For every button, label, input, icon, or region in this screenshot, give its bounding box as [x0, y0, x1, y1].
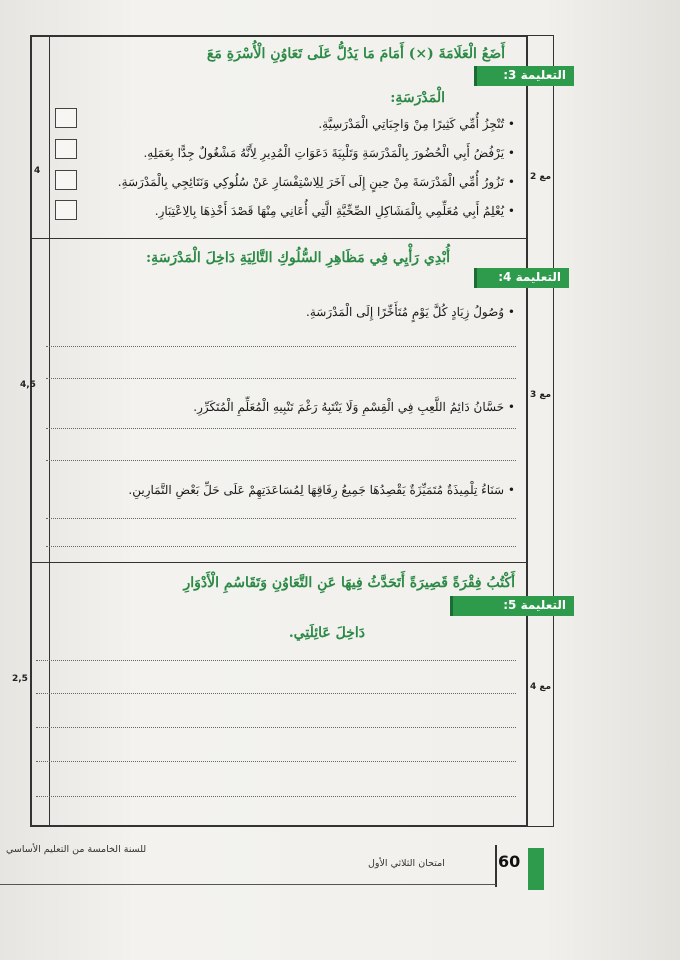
- instruction-5-title: أَكْتُبُ فِقْرَةً قَصِيرَةً أَتَحَدَّثُ فِيهَا عَنِ التَّعَاوُنِ وَتَقَاسُمِ الْأَدْوَارِ: [183, 575, 515, 591]
- instruction-3-item: • تُنْجِزُ أُمِّي كَثِيرًا مِنْ وَاجِبَاتِي الْمَدْرَسِيَّةِ.: [318, 117, 515, 131]
- instruction-3-item: • تَزُورُ أُمِّي الْمَدْرَسَةَ مِنْ حِينٍ إِلَى آخَرَ لِلِاسْتِفْسَارِ عَنْ سُلُوكِي وَنَتَائِجِي بِالْمَدْرَسَةِ.: [117, 175, 515, 189]
- instruction-4-item: • وُصُولُ زِيَادٍ كُلَّ يَوْمٍ مُتَأَخِّرًا إِلَى الْمَدْرَسَةِ.: [306, 305, 515, 319]
- answer-line[interactable]: [36, 660, 516, 661]
- answer-line[interactable]: [46, 378, 516, 379]
- answer-checkbox[interactable]: [55, 108, 77, 128]
- instruction-5-tag: التعليمة 5:: [450, 596, 574, 616]
- page-number: 60: [498, 852, 521, 871]
- instruction-3-tag: التعليمة 3:: [474, 66, 574, 86]
- answer-line[interactable]: [36, 796, 516, 797]
- instruction-4-item: • حَسَّانُ دَائِمُ اللَّعِبِ فِي الْقِسْمِ وَلَا يَنْتَبِهُ رَغْمَ تَنْبِيهِ الْمُعَلِّمِ الْمُتَكَرِّرِ.: [193, 400, 515, 414]
- answer-line[interactable]: [46, 460, 516, 461]
- answer-line[interactable]: [46, 428, 516, 429]
- instruction-4-title: أُبْدِي رَأْيِي فِي مَظَاهِرِ السُّلُوكِ التَّالِيَةِ دَاخِلَ الْمَدْرَسَةِ:: [146, 250, 450, 266]
- answer-line[interactable]: [36, 693, 516, 694]
- score-value: 4: [34, 166, 41, 176]
- criterion-label: مع 3: [530, 390, 552, 400]
- footer-divider: [495, 845, 497, 887]
- instruction-3-item: • يُعْلِمُ أَبِي مُعَلِّمِي بِالْمَشَاكِلِ الصِّحِّيَّةِ الَّتِي أُعَانِي مِنْهَا قَصْدَ أَخْذِهَا بِالِاعْتِبَارِ.: [154, 204, 515, 218]
- footer-grade-label: للسنة الخامسة من التعليم الأساسي: [6, 844, 147, 855]
- section-divider: [30, 562, 528, 563]
- answer-checkbox[interactable]: [55, 200, 77, 220]
- answer-checkbox[interactable]: [55, 170, 77, 190]
- instruction-4-tag: التعليمة 4:: [474, 268, 569, 288]
- score-value: 4,5: [20, 380, 36, 390]
- score-column: [30, 35, 50, 827]
- criterion-label: مع 4: [530, 682, 552, 692]
- page-accent-bar: [528, 848, 544, 890]
- answer-line[interactable]: [46, 346, 516, 347]
- section-divider: [30, 238, 528, 239]
- footer-exam-label: امتحان الثلاثي الأول: [368, 858, 445, 869]
- answer-line[interactable]: [46, 546, 516, 547]
- instruction-3-title-cont: الْمَدْرَسَةِ:: [390, 90, 445, 106]
- instruction-3-item: • يَرْفُضُ أَبِي الْحُضُورَ بِالْمَدْرَسَةِ وَتَلْبِيَةَ دَعَوَاتِ الْمُدِيرِ لِأَنَّهُ مَشْغُولٌ جِدًّا بِعَمَلِهِ.: [143, 146, 515, 160]
- instruction-4-item: • سَنَاءُ تِلْمِيذَةٌ مُتَمَيِّزَةٌ يَقْصِدُهَا جَمِيعُ رِفَاقِهَا لِمُسَاعَدَتِهِمْ عَلَى حَلِّ بَعْضِ التَّمَارِينِ.: [128, 483, 515, 497]
- answer-line[interactable]: [36, 727, 516, 728]
- criterion-label: مع 2: [530, 172, 552, 182]
- instruction-3-title: أَضَعُ الْعَلَامَةَ (×) أَمَامَ مَا يَدُلُّ عَلَى تَعَاوُنِ الْأُسْرَةِ مَعَ: [206, 46, 505, 62]
- score-value: 2,5: [12, 674, 28, 684]
- answer-line[interactable]: [46, 518, 516, 519]
- instruction-5-title-cont: دَاخِلَ عَائِلَتِي.: [288, 625, 365, 641]
- footer-rule: [0, 884, 496, 885]
- answer-checkbox[interactable]: [55, 139, 77, 159]
- criteria-column: [526, 35, 554, 827]
- answer-line[interactable]: [36, 761, 516, 762]
